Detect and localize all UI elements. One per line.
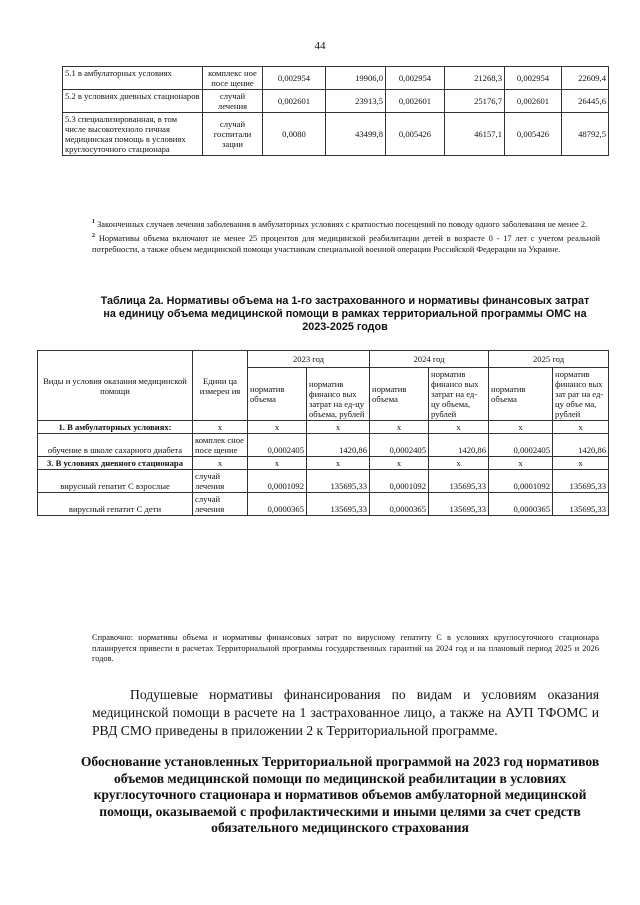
unit-cell: комплек сное посе щение: [193, 434, 248, 457]
page-number: 44: [314, 40, 326, 52]
header-year-2023: 2023 год: [248, 351, 370, 368]
table-2a-title: Таблица 2а. Нормативы объема на 1-го застрахованного и нормативы финансовых затрат на единицу объема медицинской помощи в рамках территориальной программы ОМС на 2023-2025 годов: [100, 295, 590, 333]
x-cell: х: [193, 421, 248, 434]
value-cell: 1420,86: [553, 434, 609, 457]
value-cell: 43499,8: [326, 113, 386, 156]
x-cell: х: [370, 457, 429, 470]
unit-cell: случай госпитали зации: [203, 113, 263, 156]
value-cell: 21268,3: [445, 67, 505, 90]
row-label: вирусный гепатит С взрослые: [38, 470, 193, 493]
unit-cell: комплекс ное посе щение: [203, 67, 263, 90]
table-row: [38, 434, 609, 457]
x-cell: х: [307, 457, 370, 470]
table-row: [63, 113, 609, 156]
x-cell: х: [307, 421, 370, 434]
value-cell: 0,0002405: [370, 434, 429, 457]
reference-note: Справочно: нормативы объема и нормативы финансовых затрат по вирусному гепатиту С в условиях круглосуточного стационара планируется привести в расчетах Территориальной программы государственных гарантий на 2024 год и на плановый период 2025 и 2026 годов.: [92, 633, 599, 663]
x-cell: х: [429, 457, 489, 470]
x-cell: х: [248, 457, 307, 470]
x-cell: х: [489, 421, 553, 434]
unit-cell: случай лечения: [193, 470, 248, 493]
value-cell: 0,005426: [505, 113, 562, 156]
table-row: [38, 470, 609, 493]
header-volume: норматив объема: [370, 368, 429, 421]
table-row: [63, 67, 609, 90]
value-cell: 0,0001092: [370, 470, 429, 493]
header-volume: норматив объема: [489, 368, 553, 421]
x-cell: х: [370, 421, 429, 434]
value-cell: 135695,33: [307, 493, 370, 516]
header-finance: норматив финансо вых зат рат на ед-цу объе ма, рублей: [553, 368, 609, 421]
value-cell: 19906,0: [326, 67, 386, 90]
section-label: 1. В амбулаторных условиях:: [38, 421, 193, 434]
section-heading: Обоснование установленных Территориальной программой на 2023 год нормативов объемов медицинской помощи по медицинской реабилитации в условиях круглосуточного стационара и нормативов объемов амбулаторной медицинской помощи, оказываемой с профилактическими и иными целями за счет средств обязательного медицинского страхования: [80, 754, 600, 835]
footnote-2: $^2$ Нормативы объема включают не менее 25 процентов для медицинской реабилитации детей в возрасте 0 - 17 лет с учетом реальной потребности, а также объем медицинской помощи участникам специальной военной операции Российской Федерации на Украине.: [92, 233, 601, 254]
value-cell: 46157,1: [445, 113, 505, 156]
x-cell: х: [193, 457, 248, 470]
value-cell: 0,002954: [505, 67, 562, 90]
value-cell: 135695,33: [553, 493, 609, 516]
row-label: вирусный гепатит С дети: [38, 493, 193, 516]
table-row: [38, 493, 609, 516]
value-cell: 0,0080: [263, 113, 326, 156]
value-cell: 135695,33: [553, 470, 609, 493]
header-finance: норматив финансо вых затрат на ед-цу объема, рублей: [429, 368, 489, 421]
row-label: 5.3 специализированная, в том числе высокотехноло гичная медицинская помощь в условиях круглосуточного стационара: [63, 113, 203, 156]
value-cell: 0,0002405: [489, 434, 553, 457]
value-cell: 0,0001092: [248, 470, 307, 493]
x-cell: х: [553, 457, 609, 470]
value-cell: 0,0002405: [248, 434, 307, 457]
value-cell: 135695,33: [429, 470, 489, 493]
value-cell: 1420,86: [429, 434, 489, 457]
header-unit: Едини ца измерен ия: [193, 351, 248, 421]
section-label: 3. В условиях дневного стационара: [38, 457, 193, 470]
value-cell: 0,0000365: [370, 493, 429, 516]
value-cell: 26445,6: [562, 90, 609, 113]
row-label: 5.1 в амбулаторных условиях: [63, 67, 203, 90]
value-cell: 1420,86: [307, 434, 370, 457]
row-label: обучение в школе сахарного диабета: [38, 434, 193, 457]
value-cell: 0,002601: [505, 90, 562, 113]
value-cell: 135695,33: [307, 470, 370, 493]
footnotes: [92, 217, 600, 256]
x-cell: х: [489, 457, 553, 470]
value-cell: 0,002601: [263, 90, 326, 113]
x-cell: х: [553, 421, 609, 434]
header-year-2024: 2024 год: [370, 351, 489, 368]
body-paragraph: Подушевые нормативы финансирования по видам и условиям оказания медицинской помощи в расчете на 1 застрахованное лицо, а также на АУП ТФОМС и РВД СМО приведены в приложении 2 к Территориальной программе.: [92, 687, 599, 738]
x-cell: х: [248, 421, 307, 434]
value-cell: 25176,7: [445, 90, 505, 113]
value-cell: 0,005426: [386, 113, 445, 156]
unit-cell: случай лечения: [203, 90, 263, 113]
unit-cell: случай лечения: [193, 493, 248, 516]
header-kind: Виды и условия оказания медицинской помощи: [38, 351, 193, 421]
x-cell: х: [429, 421, 489, 434]
value-cell: 0,0000365: [489, 493, 553, 516]
value-cell: 0,0001092: [489, 470, 553, 493]
footnote-1: $^1$ Законченных случаев лечения заболевания в амбулаторных условиях с кратностью посещений по поводу одного заболевания не менее 2.: [92, 219, 588, 229]
header-row: [38, 351, 609, 368]
table-row: [63, 90, 609, 113]
row-label: 5.2 в условиях дневных стационаров: [63, 90, 203, 113]
value-cell: 22609,4: [562, 67, 609, 90]
header-year-2025: 2025 год: [489, 351, 609, 368]
value-cell: 48792,5: [562, 113, 609, 156]
section-row: [38, 421, 609, 434]
table-2a: [37, 350, 609, 516]
value-cell: 0,002601: [386, 90, 445, 113]
value-cell: 23913,5: [326, 90, 386, 113]
value-cell: 0,0000365: [248, 493, 307, 516]
header-finance: норматив финансо вых затрат на ед-цу объема, рублей: [307, 368, 370, 421]
volume-norms-table-continued: [62, 66, 609, 156]
section-row: [38, 457, 609, 470]
value-cell: 0,002954: [263, 67, 326, 90]
value-cell: 135695,33: [429, 493, 489, 516]
value-cell: 0,002954: [386, 67, 445, 90]
header-volume: норматив объема: [248, 368, 307, 421]
